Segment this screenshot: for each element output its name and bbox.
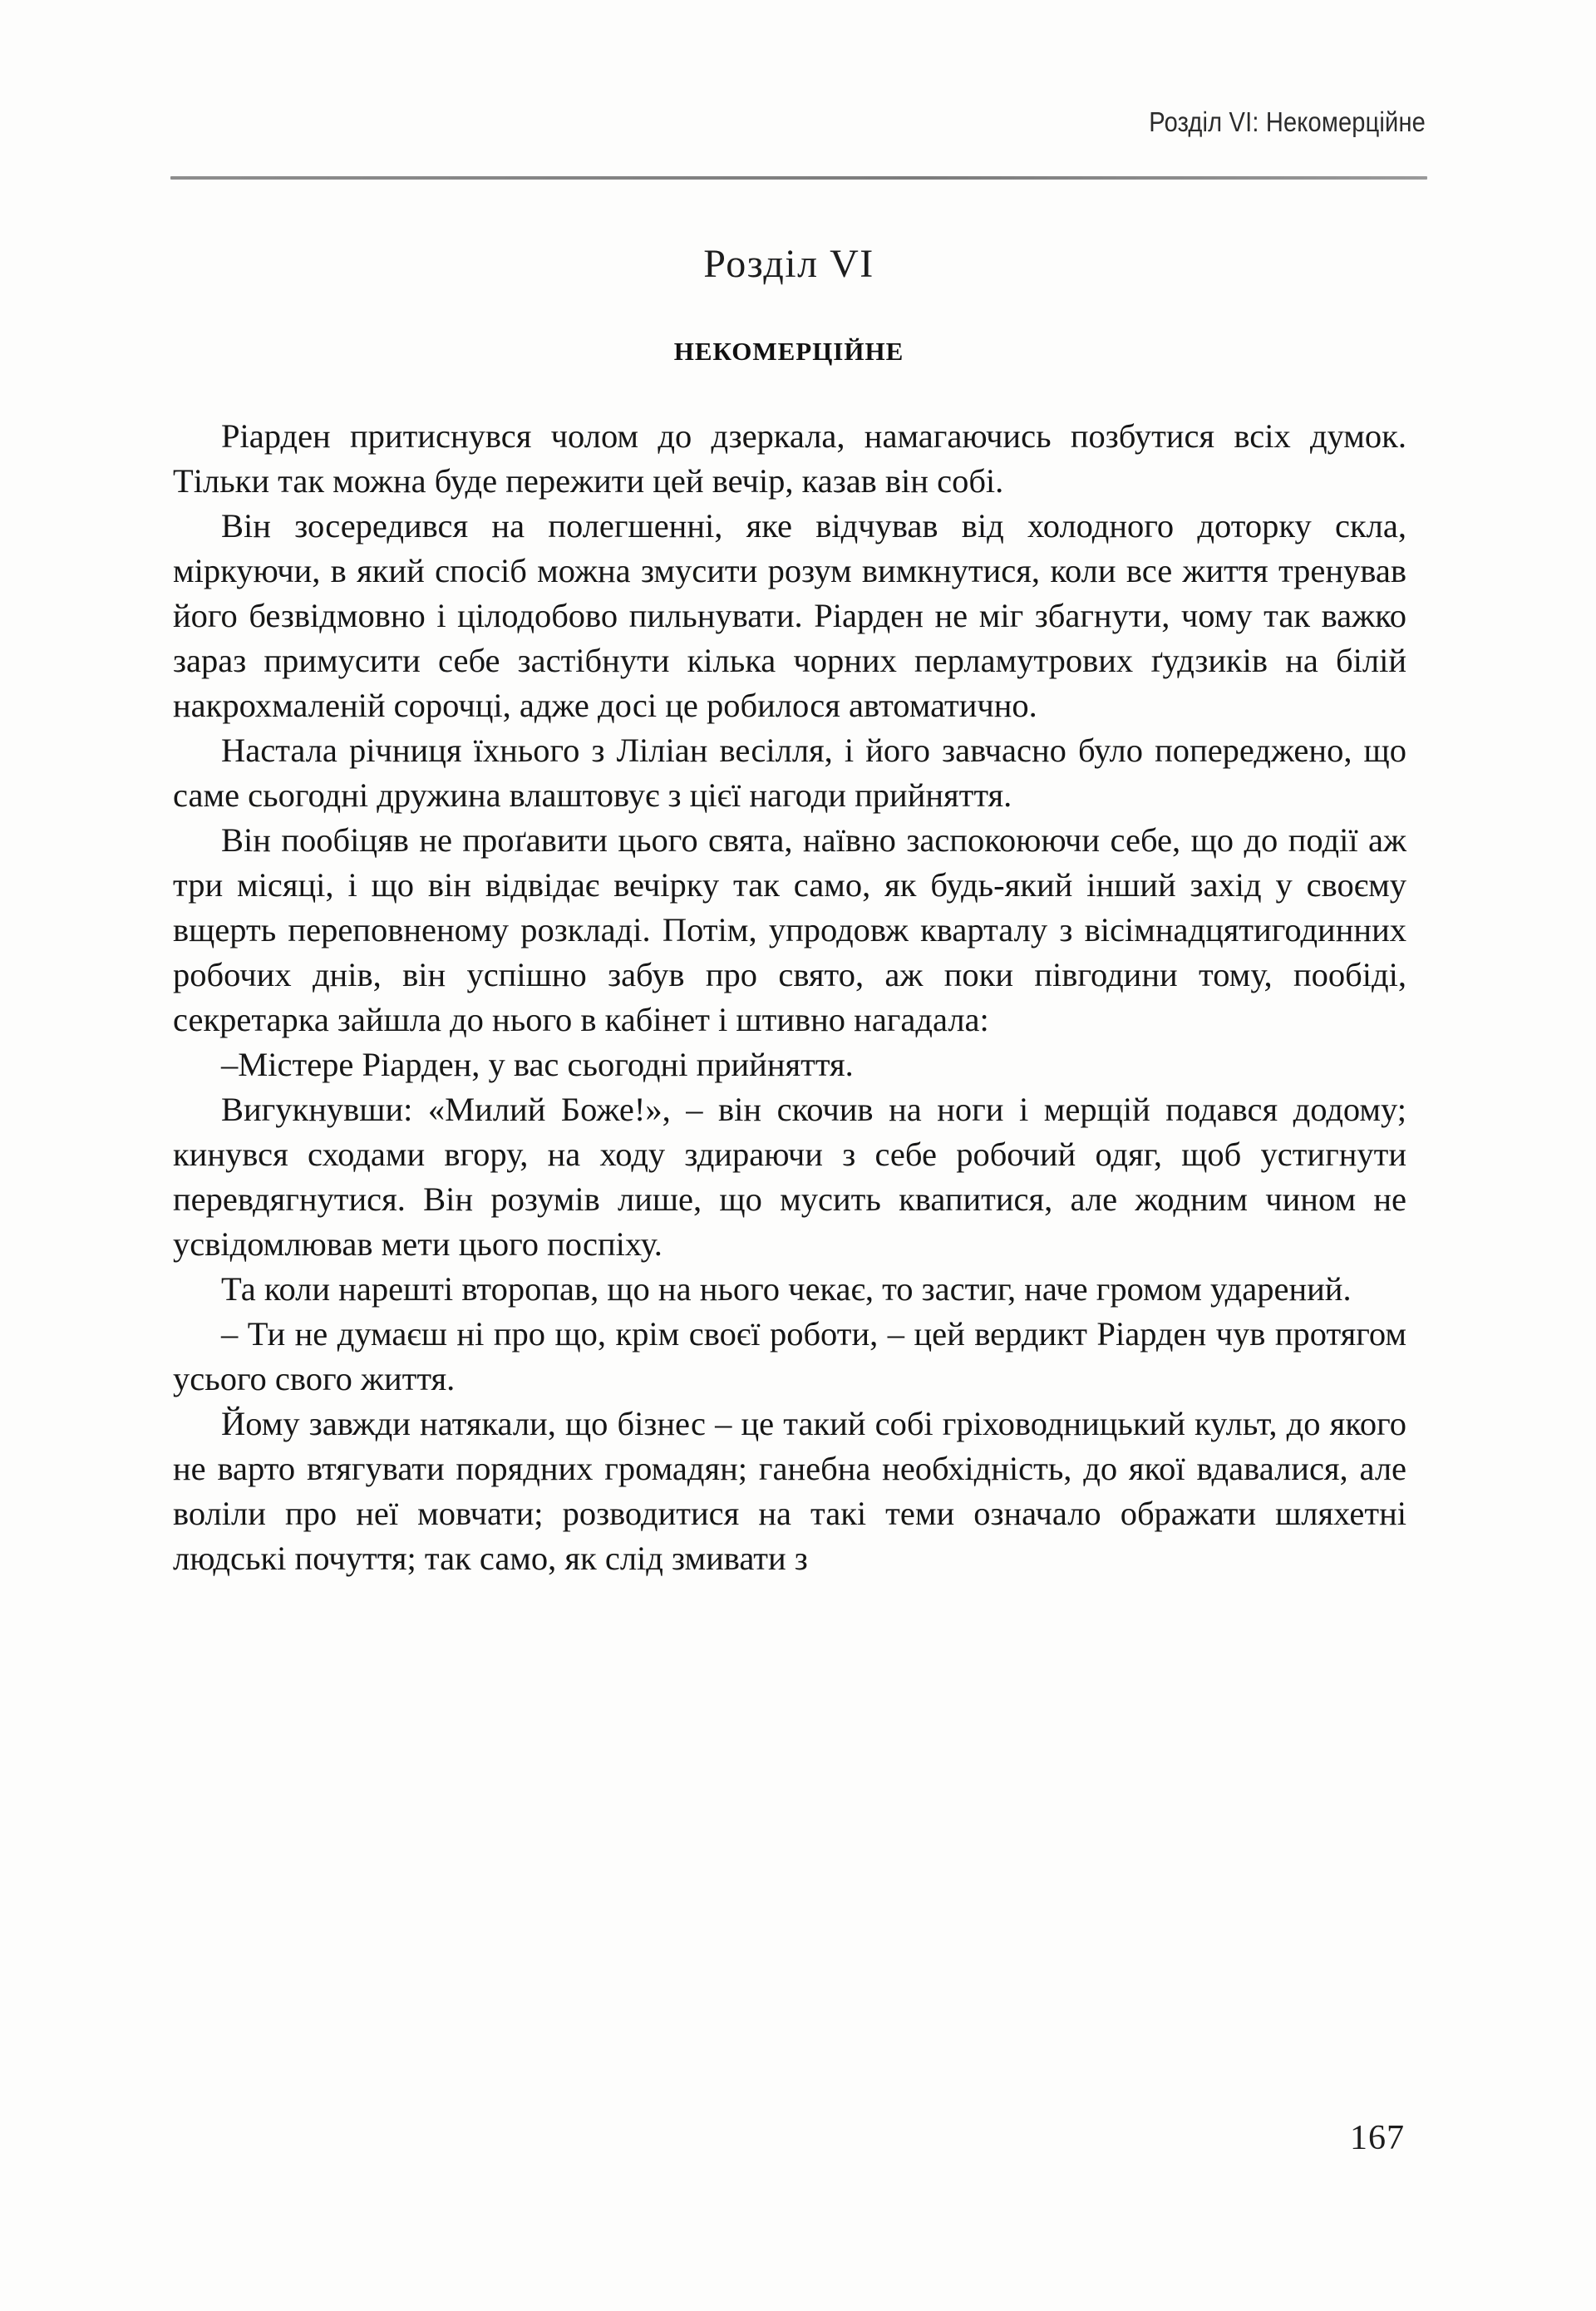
body-text (173, 414, 1406, 1581)
header-divider-rule (170, 176, 1427, 180)
paragraph: Настала річниця їхнього з Ліліан весілля, і його завчасно було попереджено, що саме сьогодні дружина влаштовує з цієї нагоди прийняття. (173, 732, 1406, 814)
chapter-title: некомерційне (673, 327, 904, 368)
page-number: 167 (1350, 2119, 1405, 2157)
paragraph: Він пообіцяв не проґавити цього свята, наївно заспокоюючи себе, що до події аж три місяці, і що він відвідає вечірку так само, як будь-який інший захід у своєму вщерть переповненому розкладі. Потім, упродовж кварталу з вісімнадцятигодинних робочих днів, він успішно забув про свято, аж поки півгодини тому, пообіді, секретарка зайшла до нього в кабінет і штивно нагадала: (173, 821, 1406, 1038)
paragraph: Ріарден притиснувся чолом до дзеркала, намагаючись позбутися всіх думок. Тільки так можна буде пережити цей вечір, казав він собі. (173, 417, 1406, 500)
dialogue-paragraph: – Ти не думаєш ні про що, крім своєї роботи, – цей вердикт Ріарден чув протягом усього свого життя. (173, 1315, 1406, 1397)
running-head: Розділ VI: Некомерційне (1149, 106, 1426, 137)
paragraph: Він зосередився на полегшенні, яке відчував від холодного доторку скла, міркуючи, в який спосіб можна змусити розум вимкнутися, коли все життя тренував його безвідмовно і цілодобово пильнувати. Ріарден не міг збагнути, чому так важко зараз примусити себе застібнути кілька чорних перламутрових ґудзиків на білій накрохмаленій сорочці, адже досі це робилося автоматично. (173, 507, 1406, 724)
chapter-number: Розділ VI (703, 242, 874, 286)
paragraph: Йому завжди натякали, що бізнес – це такий собі гріховодницький культ, до якого не варто втягувати порядних громадян; ганебна необхідність, до якої вдавалися, але воліли про неї мовчати; розводитися на такі теми означало ображати шляхетні людські почуття; так само, як слід змивати з (173, 1405, 1406, 1577)
dialogue-paragraph: –Містере Ріарден, у вас сьогодні прийняття. (221, 1046, 854, 1083)
paragraph: Та коли нарешті второпав, що на нього чекає, то застиг, наче громом ударений. (221, 1270, 1352, 1308)
paragraph: Вигукнувши: «Милий Боже!», – він скочив на ноги і мерщій подався додому; кинувся сходами вгору, на ходу здираючи з себе робочий одяг, щоб устигнути перевдягнутися. Він розумів лише, що мусить квапитися, але жодним чином не усвідомлював мети цього поспіху. (173, 1091, 1406, 1263)
